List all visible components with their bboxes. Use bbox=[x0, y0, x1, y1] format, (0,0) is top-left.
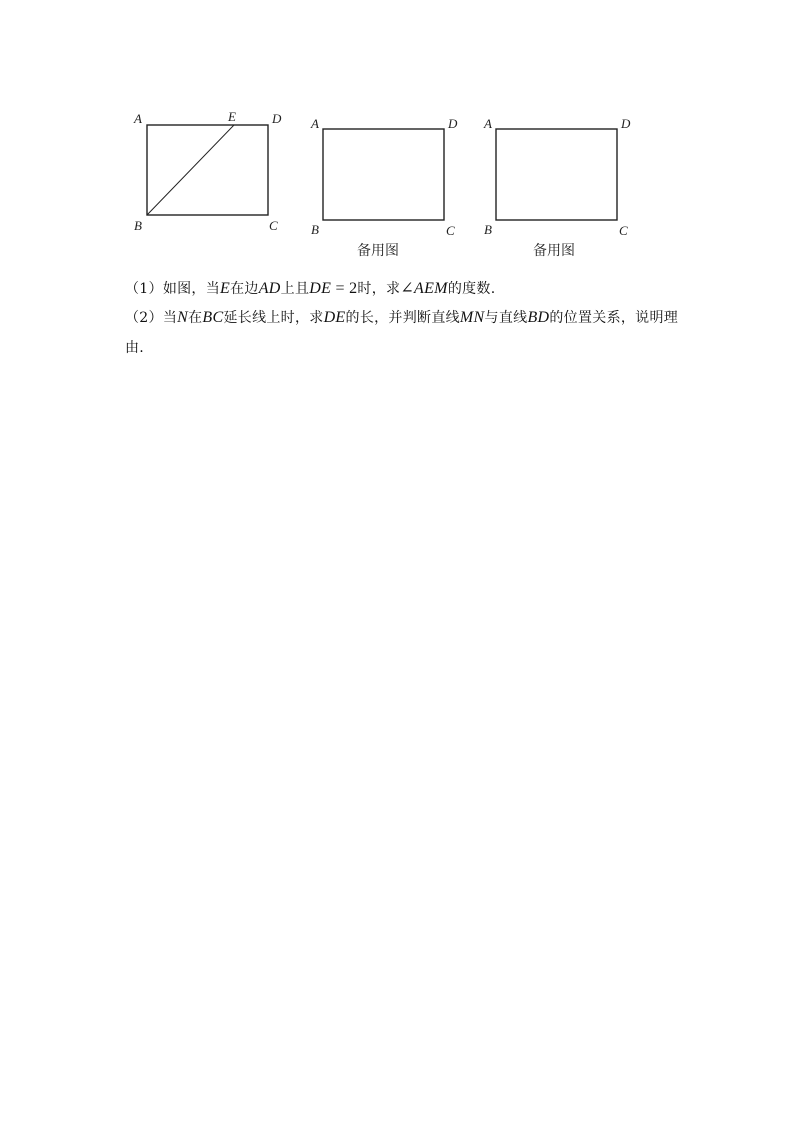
label-b: B bbox=[134, 218, 142, 233]
question-text: 上且 bbox=[280, 281, 310, 297]
math-bd: BD bbox=[527, 309, 550, 326]
math-n: N bbox=[177, 309, 189, 326]
label-d: D bbox=[448, 116, 458, 131]
label-d: D bbox=[272, 111, 282, 126]
label-d: D bbox=[621, 116, 631, 131]
label-b: B bbox=[484, 222, 492, 237]
question-text: 的长，并判断直线 bbox=[345, 310, 460, 326]
math-angle-aem: ∠AEM bbox=[400, 280, 448, 297]
math-de: DE bbox=[309, 280, 332, 297]
figure-main bbox=[133, 109, 282, 233]
rectangle-abcd bbox=[147, 125, 268, 215]
label-a: A bbox=[311, 116, 319, 131]
math-ad: AD bbox=[258, 280, 281, 297]
label-e: E bbox=[228, 109, 236, 124]
question-text: 如图，当 bbox=[162, 281, 221, 297]
question-2 bbox=[125, 303, 685, 363]
label-c: C bbox=[619, 223, 628, 238]
caption-spare-figure: 备用图 bbox=[533, 243, 575, 259]
question-text: 与直线 bbox=[484, 310, 528, 326]
question-text: 在边 bbox=[230, 281, 259, 297]
figure-spare-2 bbox=[483, 116, 631, 259]
question-text: 延长线上时，求 bbox=[223, 310, 324, 326]
math-de: DE bbox=[323, 309, 346, 326]
figure-row bbox=[120, 100, 660, 274]
rectangle-abcd bbox=[496, 129, 617, 220]
label-b: B bbox=[311, 222, 319, 237]
label-c: C bbox=[446, 223, 455, 238]
math-e: E bbox=[220, 280, 231, 297]
label-a: A bbox=[134, 111, 142, 126]
rectangle-abcd bbox=[323, 129, 444, 220]
question-text: 时，求 bbox=[357, 281, 401, 297]
question-1 bbox=[125, 274, 685, 304]
math-mn: MN bbox=[459, 309, 485, 326]
question-text: 当 bbox=[162, 310, 178, 326]
geometry-figures bbox=[120, 100, 660, 270]
question-number: （1） bbox=[125, 281, 163, 297]
figure-spare-1 bbox=[310, 116, 458, 259]
math-bc: BC bbox=[202, 309, 224, 326]
label-a: A bbox=[484, 116, 492, 131]
label-c: C bbox=[269, 218, 278, 233]
question-text: 在 bbox=[188, 310, 203, 326]
question-text: 的位置关系，说明理由. bbox=[125, 310, 679, 356]
caption-spare-figure: 备用图 bbox=[357, 243, 399, 259]
math-equals-2: = 2 bbox=[331, 280, 358, 297]
segment-be bbox=[147, 125, 234, 215]
question-number: （2） bbox=[125, 310, 163, 326]
question-text: 的度数. bbox=[447, 281, 496, 297]
